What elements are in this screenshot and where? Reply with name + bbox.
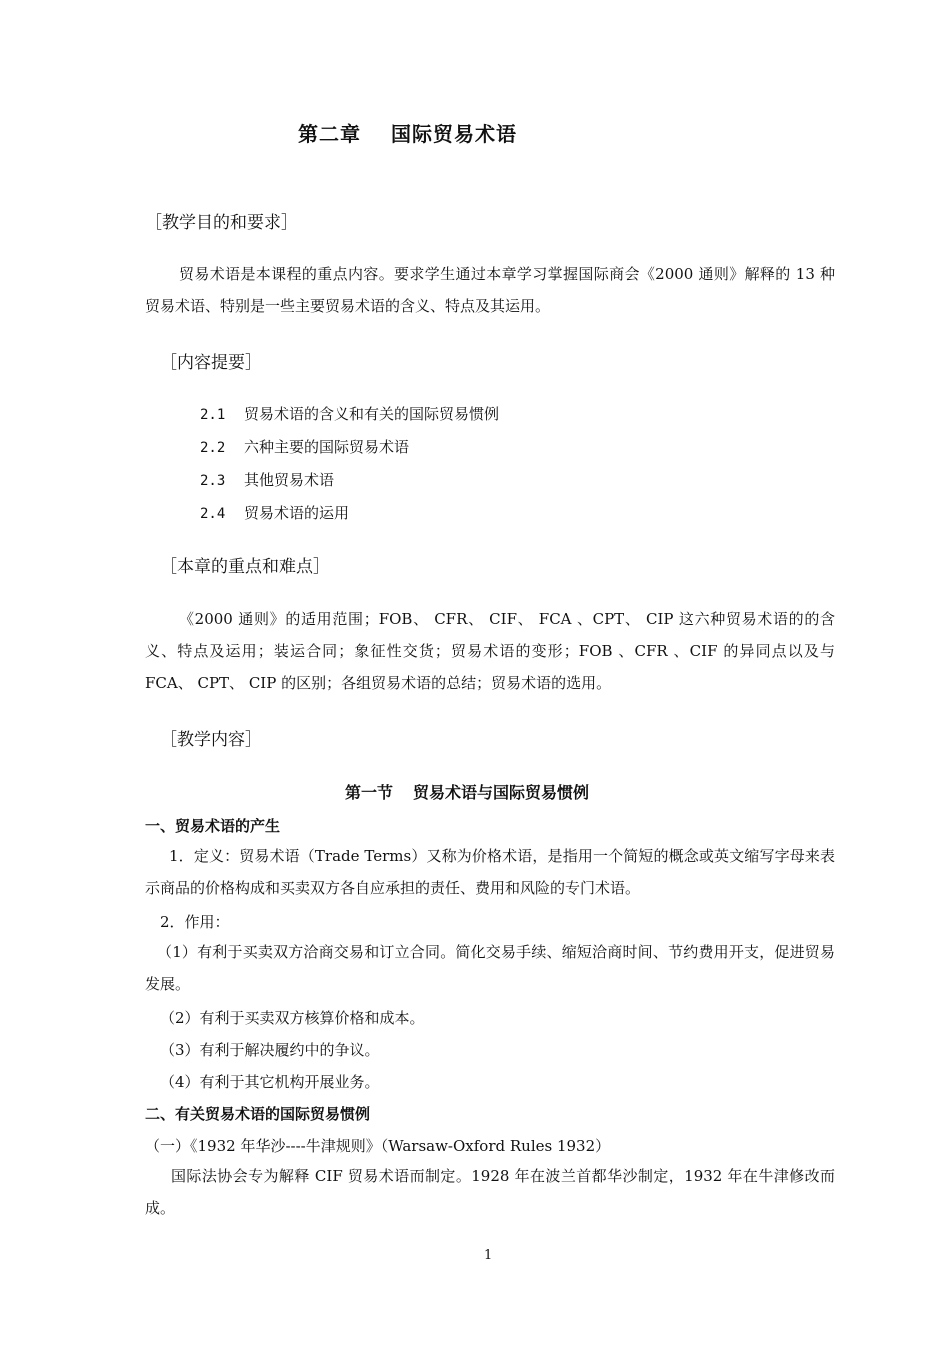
rule1-paragraph	[145, 1160, 835, 1224]
function-3-text: （3）有利于解决履约中的争议。	[160, 1041, 380, 1059]
chapter-name: 国际贸易术语	[391, 122, 517, 146]
objectives-text: 贸易术语是本课程的重点内容。要求学生通过本章学习掌握国际商会《2000 通则》解释的 13 种贸易术语、特别是一些主要贸易术语的含义、特点及其运用。	[145, 265, 835, 315]
function-1-paragraph	[145, 936, 835, 1000]
section-name: 贸易术语与国际贸易惯例	[413, 783, 590, 802]
content-heading: ［教学内容］	[160, 730, 262, 750]
outline-list	[200, 398, 499, 530]
outline-item: 2.1 贸易术语的含义和有关的国际贸易惯例	[200, 405, 500, 423]
definition-paragraph	[145, 840, 835, 904]
function-label: 2．作用：	[160, 913, 230, 931]
key-points-paragraph	[145, 603, 835, 699]
function-2-text: （2）有利于买卖双方核算价格和成本。	[160, 1009, 425, 1027]
key-points-text: 《2000 通则》的适用范围；FOB、 CFR、 CIF、 FCA 、CPT、 CIP 这六种贸易术语的的含义、特点及运用；装运合同；象征性交货；贸易术语的变形；FOB 、CFR 、CIF 的异同点以及与 FCA、 CPT、 CIP 的区别；各组贸易术语的总结；贸易术语的选用。	[145, 610, 835, 692]
section-title	[345, 780, 589, 803]
chapter-number: 第二章	[298, 122, 361, 146]
key-points-heading: ［本章的重点和难点］	[160, 557, 330, 577]
outline-heading: ［内容提要］	[160, 353, 262, 373]
outline-item: 2.3 其他贸易术语	[200, 471, 335, 489]
rule1-title: （一）《1932 年华沙----牛津规则》（Warsaw-Oxford Rules 1932）	[145, 1137, 611, 1155]
definition-text: 1．定义：贸易术语（Trade Terms）又称为价格术语，是指用一个简短的概念或英文缩写字母来表示商品的价格构成和买卖双方各自应承担的责任、费用和风险的专门术语。	[145, 847, 835, 897]
page-number: 1	[484, 1248, 493, 1263]
objectives-heading: ［教学目的和要求］	[145, 213, 298, 233]
function-4-text: （4）有利于其它机构开展业务。	[160, 1073, 380, 1091]
outline-item: 2.2 六种主要的国际贸易术语	[200, 438, 410, 456]
part2-heading: 二、有关贸易术语的国际贸易惯例	[145, 1105, 371, 1123]
section-number: 第一节	[345, 783, 394, 802]
objectives-paragraph	[145, 258, 835, 322]
part1-heading: 一、贸易术语的产生	[145, 817, 281, 835]
function-1-text: （1）有利于买卖双方洽商交易和订立合同。简化交易手续、缩短洽商时间、节约费用开支，促进贸易发展。	[145, 943, 835, 993]
chapter-title	[298, 118, 517, 147]
rule1-text: 国际法协会专为解释 CIF 贸易术语而制定。1928 年在波兰首都华沙制定，1932 年在牛津修改而成。	[145, 1167, 835, 1217]
outline-item: 2.4 贸易术语的运用	[200, 504, 350, 522]
